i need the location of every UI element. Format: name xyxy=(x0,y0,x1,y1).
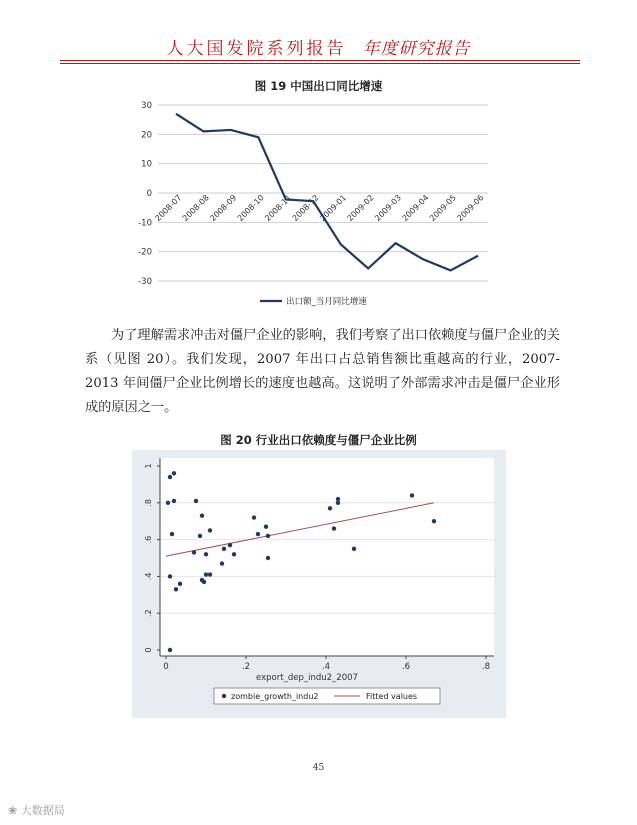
fig19-ytick-label: -10 xyxy=(138,218,152,229)
fig20-scatter-point xyxy=(194,499,198,503)
fig20-legend-marker xyxy=(222,694,226,698)
fig20-scatter-point xyxy=(208,572,212,576)
fig20-scatter-point xyxy=(410,493,414,497)
fig19-xtick-label: 2008-12 xyxy=(290,193,321,224)
fig20-scatter-point xyxy=(266,534,270,538)
fig20-scatter-point xyxy=(256,532,260,536)
fig20-scatter-point xyxy=(208,528,212,532)
fig20-ytick-label: .6 xyxy=(144,535,153,544)
fig20-scatter-point xyxy=(204,572,208,576)
fig19-xtick-label: 2009-01 xyxy=(318,193,349,224)
watermark-logo: ❀ 大数据局 xyxy=(8,804,65,817)
header-report-type: 年度研究报告 xyxy=(362,39,471,59)
fig20-scatter-point xyxy=(332,526,336,530)
fig19-xtick-label: 2008-10 xyxy=(235,193,266,224)
header-series-title: 人大国发院系列报告 xyxy=(166,39,347,59)
fig20-ytick-label: 0 xyxy=(144,647,153,653)
fig19-ytick-label: -30 xyxy=(138,277,152,287)
fig20-xtick-label: 0 xyxy=(163,662,169,672)
fig20-ytick-label: .4 xyxy=(144,572,153,581)
fig19-ytick-label: -20 xyxy=(138,247,152,258)
header-rule xyxy=(60,60,580,61)
fig20-scatter-point xyxy=(168,574,172,578)
header-rule-thin xyxy=(60,63,580,64)
fig19-xtick-label: 2009-03 xyxy=(373,193,404,224)
fig20-x-axis-label: export_dep_indu2_2007 xyxy=(256,673,358,683)
fig20-scatter-point xyxy=(174,587,178,591)
fig19-xtick-label: 2008-11 xyxy=(263,193,294,224)
fig20-scatter-point xyxy=(266,556,270,560)
fig20-scatter-point xyxy=(200,513,204,517)
fig20-scatter-point xyxy=(170,532,174,536)
fig19-xtick-label: 2009-04 xyxy=(400,193,431,224)
fig20-scatter-point xyxy=(172,499,176,503)
fig20-xtick-label: .8 xyxy=(481,662,491,672)
fig20-scatter-point xyxy=(204,552,208,556)
page-number: 45 xyxy=(312,763,325,773)
fig20-scatter-point xyxy=(172,471,176,475)
fig20-scatter-point xyxy=(264,525,268,529)
fig20-xtick-label: .2 xyxy=(241,662,251,672)
fig19-xtick-label: 2009-06 xyxy=(455,193,486,224)
body-paragraph-text: 为了理解需求冲击对僵尸企业的影响，我们考察了出口依赖度与僵尸企业的关系（见图 20）。我们发现，2007 年出口占总销售额比重越高的行业，2007-2013 年间僵尸企业比例增长的速度也越高。这说明了外部需求冲击是僵尸企业形成的原因之一。 xyxy=(85,328,560,415)
fig19-ytick-label: 0 xyxy=(146,189,152,199)
fig20-ytick-label: .8 xyxy=(144,498,153,507)
fig20-scatter-point xyxy=(220,561,224,565)
fig20-scatter-point xyxy=(222,547,226,551)
fig19-xtick-label: 2008-08 xyxy=(180,193,211,224)
fig20-scatter-point xyxy=(168,648,172,652)
report-header xyxy=(0,34,637,59)
fig19-ytick-label: 30 xyxy=(141,101,152,111)
fig20-legend-label-scatter: zombie_growth_indu2 xyxy=(231,692,319,701)
fig19-ytick-label: 20 xyxy=(141,130,152,141)
fig20-scatter-point xyxy=(328,506,332,510)
fig20-scatter-chart xyxy=(132,450,506,718)
fig19-ytick-label: 10 xyxy=(141,159,152,170)
fig20-scatter-point xyxy=(192,550,196,554)
fig20-ytick-label: .2 xyxy=(144,609,153,618)
fig19-xtick-label: 2008-09 xyxy=(208,193,239,224)
fig19-xtick-label: 2009-05 xyxy=(427,193,458,224)
fig20-scatter-point xyxy=(336,501,340,505)
fig19-title: 图 19 中国出口同比增速 xyxy=(254,79,383,93)
fig20-scatter-point xyxy=(198,534,202,538)
fig19-xtick-label: 2008-07 xyxy=(153,193,184,224)
fig20-xtick-label: .4 xyxy=(321,662,331,672)
fig20-plot-area xyxy=(160,458,494,656)
fig20-scatter-point xyxy=(166,501,170,505)
fig20-ytick-label: 1 xyxy=(144,463,153,469)
fig20-scatter-point xyxy=(228,543,232,547)
fig19-legend-label: 出口额_当月同比增速 xyxy=(286,297,367,307)
fig20-scatter-point xyxy=(432,519,436,523)
fig20-scatter-point xyxy=(178,582,182,586)
fig19-line-chart xyxy=(120,95,500,315)
fig19-xtick-label: 2009-02 xyxy=(345,193,376,224)
fig20-title: 图 20 行业出口依赖度与僵尸企业比例 xyxy=(220,433,417,447)
fig20-scatter-point xyxy=(252,515,256,519)
fig20-scatter-point xyxy=(352,547,356,551)
fig20-scatter-point xyxy=(202,580,206,584)
fig20-scatter-point xyxy=(232,552,236,556)
fig20-legend-label-fitted: Fitted values xyxy=(366,692,418,701)
body-paragraph xyxy=(85,324,560,420)
fig20-xtick-label: .6 xyxy=(401,662,411,672)
watermark-text: 大数据局 xyxy=(20,804,65,817)
fig19-series-line xyxy=(176,114,478,271)
fig20-scatter-point xyxy=(168,475,172,479)
